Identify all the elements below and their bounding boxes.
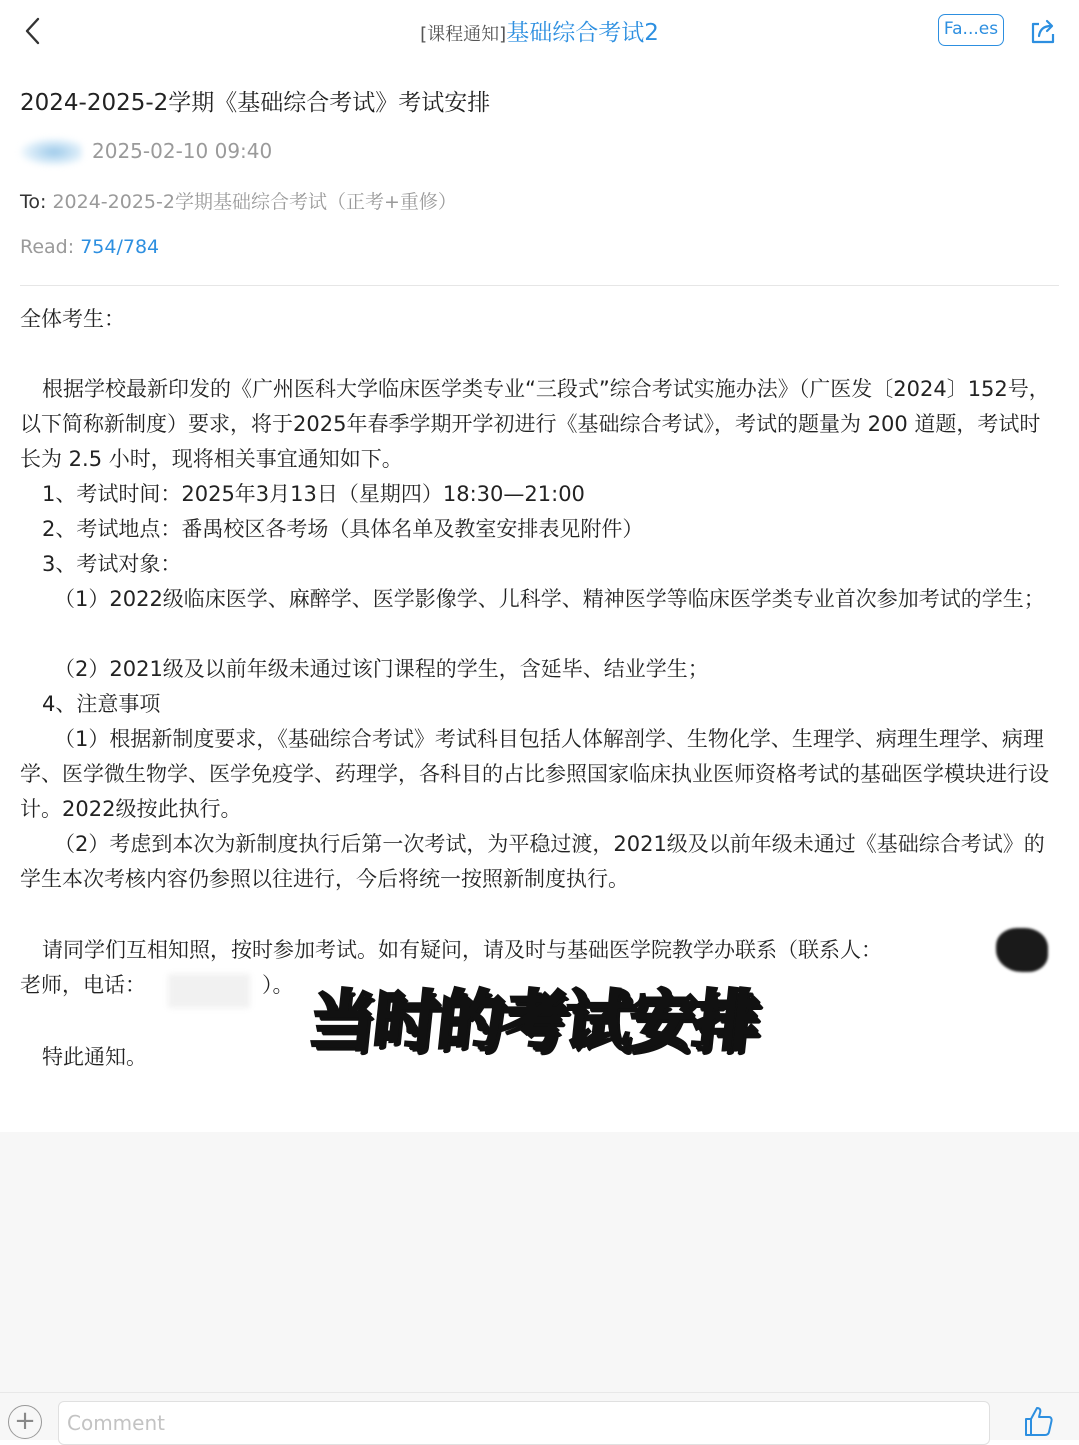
item-target-2: （2）2021级及以前年级未通过该门课程的学生，含延毕、结业学生； — [54, 657, 709, 681]
item-note-2: （2）考虑到本次为新制度执行后第一次考试，为平稳过渡，2021级及以前年级未通过《基础综合考试》的学生本次考核内容仍参照以往进行，今后将统一按照新制度执行。 — [20, 832, 1045, 891]
thumbs-up-icon — [1020, 1403, 1056, 1439]
add-attachment-button[interactable]: + — [8, 1405, 42, 1439]
read-count-link[interactable]: 754/784 — [80, 236, 160, 258]
item-notes: 4、注意事项 — [42, 692, 161, 716]
course-notice-tag: [课程通知] — [420, 24, 507, 45]
overlay-caption: 当时的考试安排 — [305, 983, 762, 1060]
read-label: Read: — [20, 236, 81, 258]
sent-date: 2025-02-10 09:40 — [92, 139, 273, 163]
recipient-group[interactable]: 2024-2025-2学期基础综合考试（正考+重修） — [52, 191, 457, 213]
item-exam-targets: 3、考试对象： — [42, 552, 182, 576]
closing-line-2: 老师，电话： — [20, 973, 146, 997]
item-target-1: （1）2022级临床医学、麻醉学、医学影像学、儿科学、精神医学等临床医学类专业首次参加考试的学生； — [54, 587, 1045, 611]
read-status — [20, 236, 159, 258]
item-exam-time: 1、考试时间：2025年3月13日（星期四）18:30—21:00 — [42, 482, 585, 506]
top-nav-bar — [0, 0, 1079, 64]
to-label: To: — [20, 191, 53, 213]
mail-subject: 2024-2025-2学期《基础综合考试》考试安排 — [20, 90, 491, 116]
item-note-1: （1）根据新制度要求，《基础综合考试》考试科目包括人体解剖学、生物化学、生理学、病理生理学、病理学、医学微生物学、医学免疫学、药理学，各科目的占比参照国家临床执业医师资格考试的基础医学模块进行设计。2022级按此执行。 — [20, 727, 1049, 821]
sign-off: 特此通知。 — [42, 1045, 147, 1069]
comment-bar — [0, 1392, 1079, 1440]
closing-line-3: ）。 — [262, 973, 294, 997]
course-name: 基础综合考试2 — [506, 20, 659, 46]
header-divider — [20, 285, 1059, 286]
redacted-phone — [168, 974, 250, 1008]
comments-area — [0, 1132, 1079, 1392]
recipients-line — [20, 187, 457, 214]
comment-input[interactable] — [58, 1401, 990, 1445]
intro-paragraph: 根据学校最新印发的《广州医科大学临床医学类专业“三段式”综合考试实施办法》（广医发〔2024〕152号，以下简称新制度）要求，将于2025年春季学期开学初进行《基础综合考试》，考试的题量为 200 道题，考试时长为 2.5 小时，现将相关事宜通知如下。 — [20, 377, 1050, 471]
item-exam-location: 2、考试地点：番禺校区各考场（具体名单及教室安排表见附件） — [42, 517, 644, 541]
share-icon — [1026, 14, 1060, 48]
files-button[interactable]: Fa...es — [938, 14, 1004, 46]
redacted-contact-name — [996, 928, 1048, 972]
greeting: 全体考生： — [20, 307, 125, 331]
like-button[interactable] — [1020, 1403, 1056, 1439]
closing-line-1: 请同学们互相知照，按时参加考试。如有疑问，请及时与基础医学院教学办联系（联系人： — [42, 938, 882, 962]
nav-title — [0, 14, 1079, 47]
sender-name-blurred — [20, 138, 82, 166]
share-button[interactable] — [1026, 14, 1060, 48]
